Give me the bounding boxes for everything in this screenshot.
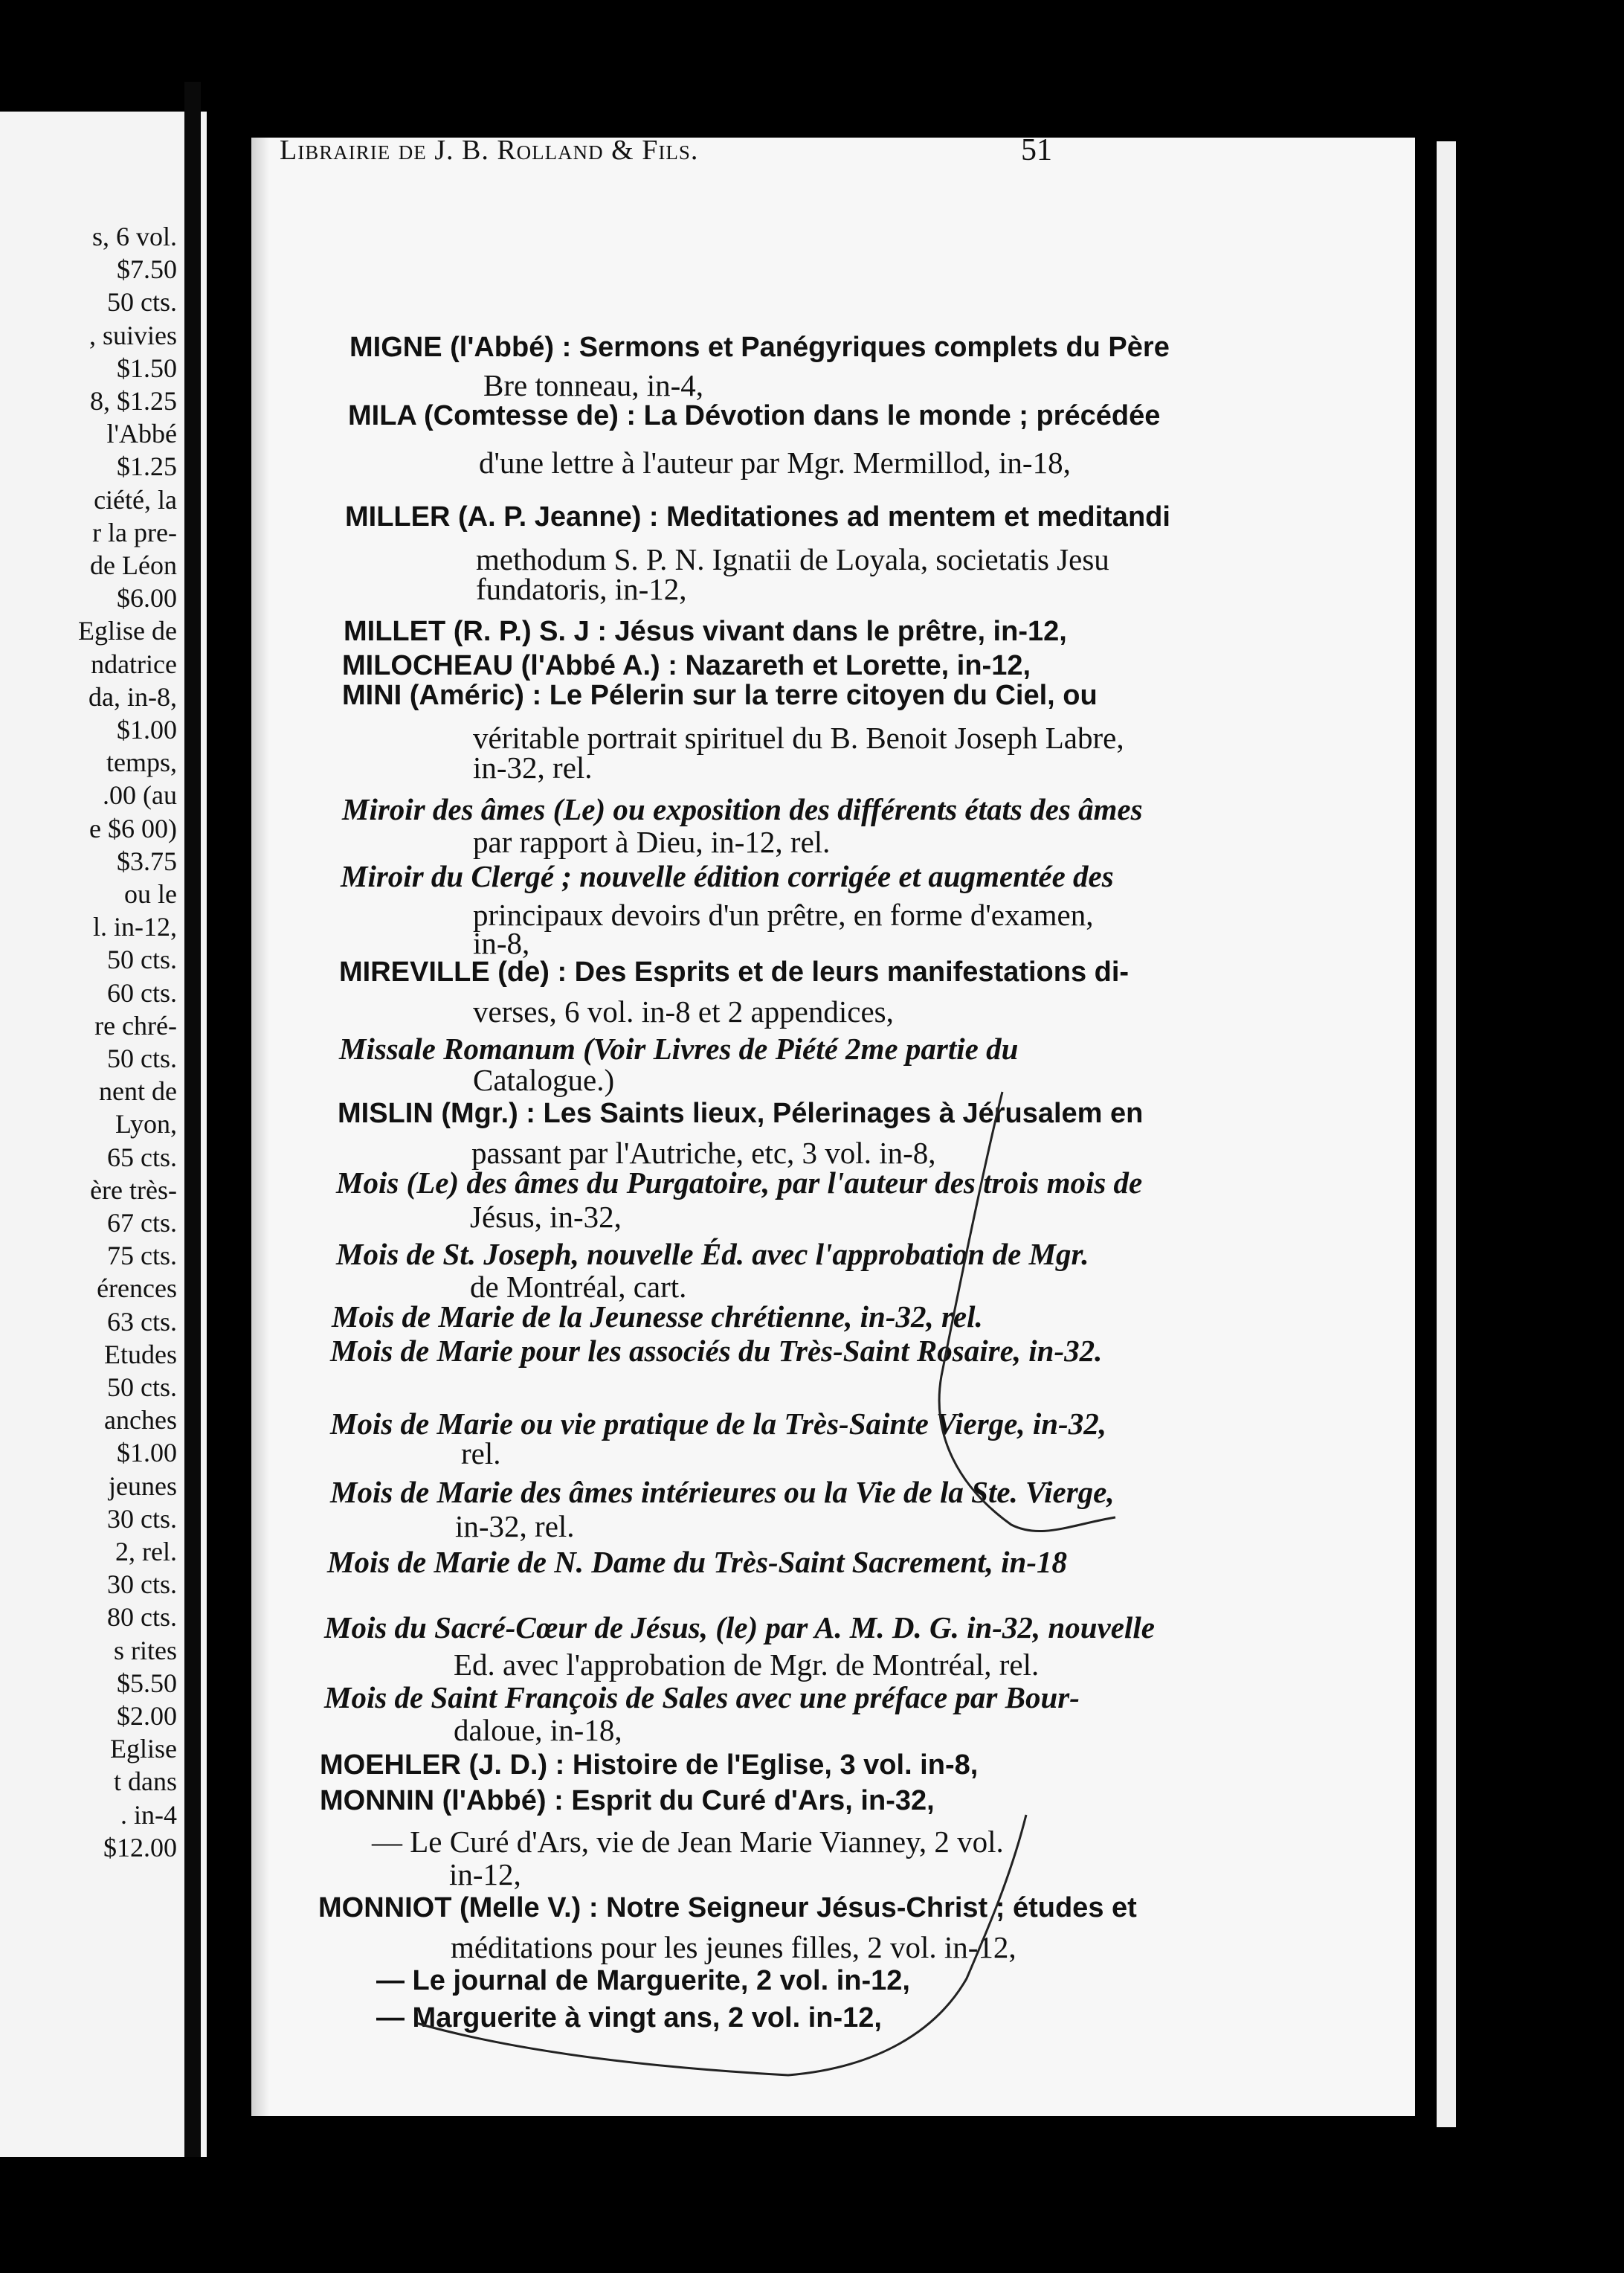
left-page-line: Etudes	[104, 1339, 177, 1369]
entry-line: MIREVILLE (de) : Des Esprits et de leurs manifestations di-	[339, 957, 1130, 988]
left-page-line: r la pre-	[92, 517, 177, 547]
left-page-line: 80 cts.	[107, 1602, 177, 1633]
entry-line: principaux devoirs d'un prêtre, en forme d'examen,	[473, 898, 1094, 932]
entry-line: MILA (Comtesse de) : La Dévotion dans le monde ; précédée	[348, 400, 1161, 431]
entry-line: MONNIOT (Melle V.) : Notre Seigneur Jésus-Christ ; études et	[318, 1892, 1137, 1923]
left-page-line: ou le	[124, 879, 177, 909]
entry-line: MILOCHEAU (l'Abbé A.) : Nazareth et Lorette, in-12,	[342, 650, 1031, 681]
left-page-line: $6.00	[117, 583, 177, 614]
left-page-line: 65 cts.	[107, 1142, 177, 1172]
pen-stroke	[416, 1815, 1026, 2075]
left-page-line: 2, rel.	[115, 1537, 177, 1566]
entry-line: Miroir du Clergé ; nouvelle édition corrigée et augmentée des	[341, 859, 1114, 893]
entry-line: par rapport à Dieu, in-12, rel.	[473, 825, 831, 859]
left-page-line: 50 cts.	[107, 945, 177, 975]
left-page-line: jeunes	[109, 1470, 177, 1501]
entry-line: Missale Romanum (Voir Livres de Piété 2me partie du	[339, 1032, 1019, 1066]
entry-line: Bre tonneau, in-4,	[483, 368, 704, 402]
entry-line: in-32, rel.	[455, 1509, 575, 1543]
running-header: Librairie de J. B. Rolland & Fils.	[280, 135, 699, 166]
left-page-line: $1.50	[117, 353, 177, 383]
entry-line: Mois de Marie pour les associés du Très-Saint Rosaire, in-32.	[330, 1334, 1103, 1368]
left-page-line: 8, $1.25	[90, 386, 177, 416]
entry-line: MILLER (A. P. Jeanne) : Meditationes ad mentem et meditandi	[345, 501, 1170, 533]
left-page-line: $2.00	[117, 1701, 177, 1731]
left-page-line: temps,	[106, 748, 177, 778]
left-page-line: 30 cts.	[107, 1503, 177, 1534]
left-page-line: Eglise de	[78, 616, 177, 646]
entry-line: in-32, rel.	[473, 750, 593, 785]
entry-line: véritable portrait spirituel du B. Benoit Joseph Labre,	[473, 721, 1124, 755]
left-page-line: $1.00	[117, 715, 177, 745]
left-page-line: ndatrice	[91, 649, 177, 679]
left-page-line: de Léon	[90, 550, 177, 580]
left-page-line: , suivies	[88, 320, 177, 350]
pen-stroke	[939, 1092, 1115, 1531]
entry-line: de Montréal, cart.	[470, 1270, 687, 1304]
left-page-line: .00 (au	[103, 780, 177, 811]
left-page-line: $7.50	[117, 254, 177, 285]
entry-line: Jésus, in-32,	[470, 1200, 622, 1234]
entry-line: in-12,	[449, 1857, 521, 1891]
entry-line: Mois de Marie de la Jeunesse chrétienne, in-32, rel.	[332, 1299, 983, 1334]
entry-line: méditations pour les jeunes filles, 2 vol. in-12,	[451, 1930, 1016, 1964]
entry-line: d'une lettre à l'auteur par Mgr. Mermillod, in-18,	[479, 446, 1071, 480]
left-page-line: ciété, la	[94, 484, 177, 515]
left-page-line: 60 cts.	[107, 977, 177, 1008]
left-page-line: s rites	[114, 1635, 177, 1665]
entry-line: verses, 6 vol. in-8 et 2 appendices,	[473, 994, 894, 1029]
left-page-line: t dans	[114, 1766, 177, 1797]
page-number: 51	[1021, 133, 1052, 167]
entry-line: — Le journal de Marguerite, 2 vol. in-12,	[376, 1965, 910, 1996]
entry-line: MOEHLER (J. D.) : Histoire de l'Eglise, 3 vol. in-8,	[320, 1749, 979, 1781]
entry-line: Miroir des âmes (Le) ou exposition des différents états des âmes	[342, 792, 1143, 826]
entry-line: Mois de Marie ou vie pratique de la Très-Sainte Vierge, in-32,	[330, 1406, 1106, 1441]
entry-line: in-8,	[473, 926, 530, 960]
left-page-line: $1.00	[117, 1438, 177, 1468]
left-page-line: Eglise	[110, 1734, 177, 1764]
left-page-line: érences	[97, 1273, 177, 1304]
left-page-line: nent de	[99, 1076, 177, 1107]
left-page-line: 67 cts.	[107, 1208, 177, 1238]
entry-line: Mois de St. Joseph, nouvelle Éd. avec l'approbation de Mgr.	[336, 1237, 1089, 1271]
entry-line: Mois du Sacré-Cœur de Jésus, (le) par A. M. D. G. in-32, nouvelle	[324, 1610, 1155, 1645]
left-page-line: $12.00	[103, 1832, 177, 1862]
entry-line: Catalogue.)	[473, 1063, 615, 1097]
left-page-line: 50 cts.	[107, 1044, 177, 1073]
left-page-line: 50 cts.	[107, 1372, 177, 1402]
left-page-line: ère très-	[90, 1174, 177, 1205]
left-page-line: $3.75	[117, 846, 177, 876]
left-page-line: Lyon,	[115, 1109, 177, 1139]
left-page-line: 30 cts.	[107, 1569, 177, 1600]
left-page-line: $5.50	[117, 1668, 177, 1698]
left-page-line: da, in-8,	[88, 681, 177, 712]
entry-line: — Marguerite à vingt ans, 2 vol. in-12,	[376, 2002, 882, 2034]
entry-line: MONNIN (l'Abbé) : Esprit du Curé d'Ars, in-32,	[320, 1785, 935, 1816]
entry-line: MISLIN (Mgr.) : Les Saints lieux, Pélerinages à Jérusalem en	[338, 1098, 1144, 1129]
left-page-line: l'Abbé	[106, 419, 177, 449]
entry-line: MINI (Améric) : Le Pélerin sur la terre citoyen du Ciel, ou	[342, 680, 1098, 711]
entry-line: passant par l'Autriche, etc, 3 vol. in-8,	[471, 1136, 936, 1170]
entry-line: daloue, in-18,	[454, 1713, 622, 1747]
entry-line: — Le Curé d'Ars, vie de Jean Marie Vianney, 2 vol.	[372, 1824, 1004, 1859]
entry-line: Mois de Marie de N. Dame du Très-Saint Sacrement, in-18	[327, 1545, 1068, 1579]
entry-line: Mois (Le) des âmes du Purgatoire, par l'auteur des trois mois de	[336, 1166, 1143, 1200]
left-page-line: . in-4	[120, 1799, 177, 1830]
entry-line: methodum S. P. N. Ignatii de Loyala, societatis Jesu	[476, 542, 1109, 576]
left-page-line: 63 cts.	[107, 1306, 177, 1337]
left-page-line: 50 cts.	[107, 287, 177, 318]
entry-line: Mois de Saint François de Sales avec une préface par Bour-	[324, 1680, 1080, 1714]
entry-line: Ed. avec l'approbation de Mgr. de Montréal, rel.	[454, 1647, 1040, 1682]
left-page-line: e $6 00)	[89, 813, 177, 843]
entry-line: MILLET (R. P.) S. J : Jésus vivant dans le prêtre, in-12,	[344, 616, 1067, 647]
entry-line: rel.	[461, 1436, 501, 1470]
left-page-line: re chré-	[94, 1010, 177, 1041]
left-page-line: l. in-12,	[93, 912, 177, 942]
entry-line: Mois de Marie des âmes intérieures ou la Vie de la Ste. Vierge,	[330, 1475, 1115, 1509]
entry-line: MIGNE (l'Abbé) : Sermons et Panégyriques complets du Père	[349, 332, 1170, 363]
left-page-line: anches	[104, 1405, 177, 1436]
left-page-line: s, 6 vol.	[91, 222, 177, 251]
entry-line: fundatoris, in-12,	[476, 572, 687, 606]
left-page-line: $1.25	[117, 451, 177, 482]
left-page-line: 75 cts.	[107, 1241, 177, 1271]
